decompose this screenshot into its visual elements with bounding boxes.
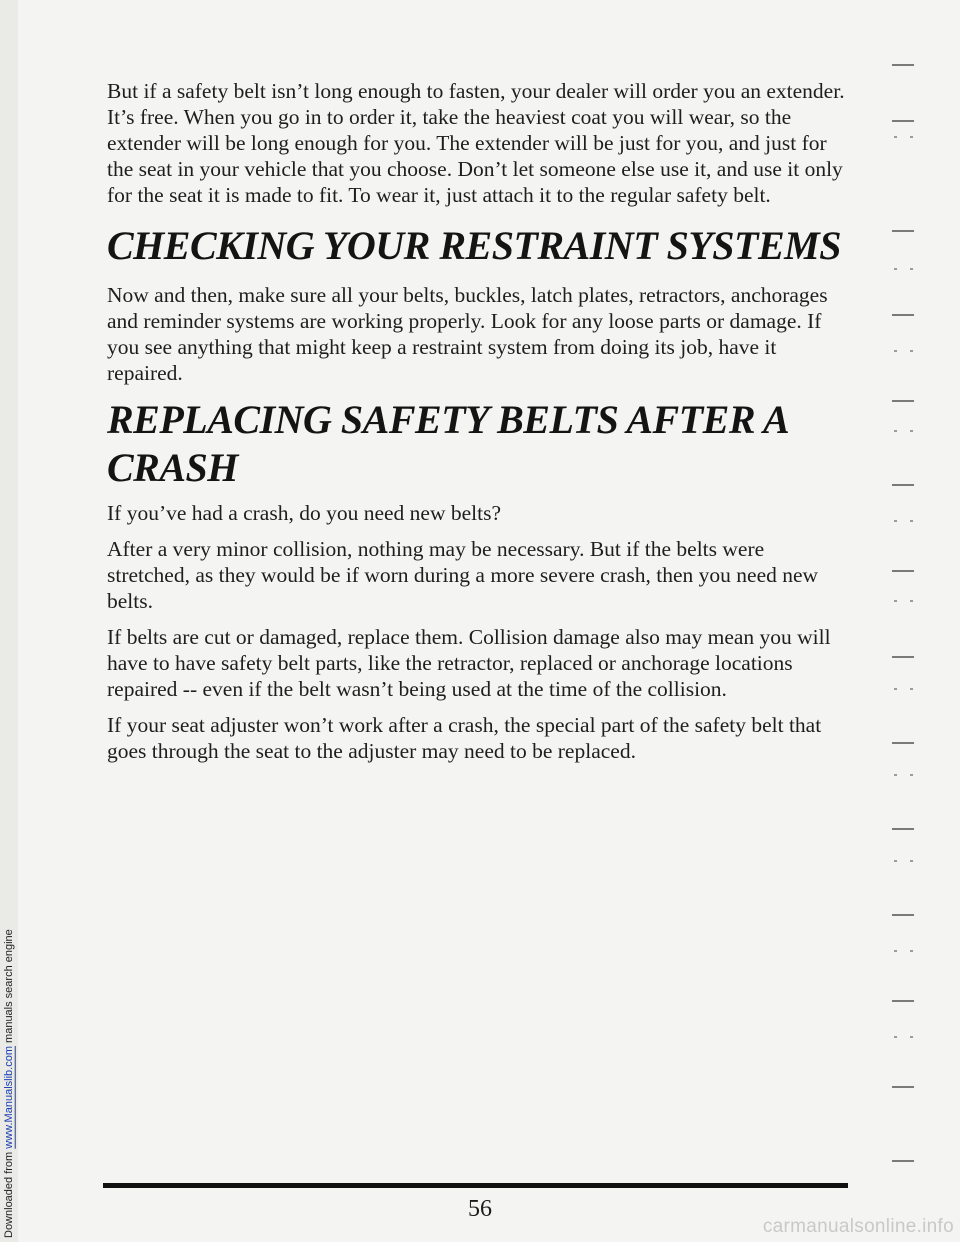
edge-mark xyxy=(892,484,914,486)
edge-dot xyxy=(894,1036,897,1038)
edge-mark xyxy=(892,914,914,916)
edge-mark xyxy=(892,1160,914,1162)
manualslib-link[interactable]: www.Manualslib.com xyxy=(3,1046,15,1149)
edge-mark xyxy=(892,64,914,66)
crash-question-paragraph: If you’ve had a crash, do you need new belts? xyxy=(107,501,502,525)
seat-adjuster-paragraph: If your seat adjuster won’t work after a crash, the special part of the safety belt that goes through the seat to the adjuster may need to be replaced. xyxy=(107,713,822,763)
edge-dot xyxy=(910,950,913,952)
edge-dot xyxy=(910,1036,913,1038)
edge-mark xyxy=(892,570,914,572)
edge-dot xyxy=(894,520,897,522)
replacing-belts-heading: REPLACING SAFETY BELTS AFTER A CRASH xyxy=(107,397,787,490)
download-banner-suffix: manuals search engine xyxy=(3,929,15,1047)
edge-mark xyxy=(892,230,914,232)
edge-dot xyxy=(910,350,913,352)
edge-dot xyxy=(894,688,897,690)
download-banner-prefix: Downloaded from xyxy=(3,1148,15,1238)
edge-dot xyxy=(894,860,897,862)
download-banner xyxy=(2,0,16,1238)
edge-mark xyxy=(892,1000,914,1002)
edge-dot xyxy=(910,268,913,270)
edge-dot xyxy=(910,136,913,138)
edge-dot xyxy=(910,430,913,432)
edge-dot xyxy=(910,860,913,862)
edge-dot xyxy=(910,600,913,602)
checking-paragraph: Now and then, make sure all your belts, buckles, latch plates, retractors, anchorages and reminder systems are working properly. Look for any loose parts or damage. If you see anything that might keep a restraint system from doing its job, have it repaired. xyxy=(107,283,828,385)
edge-dot xyxy=(894,600,897,602)
edge-dot xyxy=(894,950,897,952)
edge-mark xyxy=(892,656,914,658)
page-content xyxy=(107,78,852,774)
edge-dot xyxy=(910,688,913,690)
edge-dot xyxy=(910,520,913,522)
edge-mark xyxy=(892,828,914,830)
edge-mark xyxy=(892,400,914,402)
edge-mark xyxy=(892,314,914,316)
watermark: carmanualsonline.info xyxy=(762,1216,954,1237)
edge-mark xyxy=(892,120,914,122)
edge-mark xyxy=(892,1086,914,1088)
edge-dot xyxy=(894,350,897,352)
extender-paragraph: But if a safety belt isn’t long enough to fasten, your dealer will order you an extender. It’s free. When you go in to order it, take the heaviest coat you will wear, so the extender will be long enough for you. The extender will be just for you, and just for the seat in your vehicle that you choose. Don’t let someone else use it, and use it only for the seat it is made to fit. To wear it, just attach it to the regular safety belt. xyxy=(107,79,845,207)
edge-dot xyxy=(910,774,913,776)
edge-dot xyxy=(894,136,897,138)
damaged-belts-paragraph: If belts are cut or damaged, replace them. Collision damage also may mean you will have to have safety belt parts, like the retractor, replaced or anchorage locations repaired -- even if the belt wasn’t being used at the time of the collision. xyxy=(107,625,831,701)
checking-restraints-heading: CHECKING YOUR RESTRAINT SYSTEMS xyxy=(107,223,841,268)
minor-collision-paragraph: After a very minor collision, nothing may be necessary. But if the belts were stretched, as they would be if worn during a more severe crash, then you need new belts. xyxy=(107,537,819,613)
edge-dot xyxy=(894,268,897,270)
page-number: 56 xyxy=(468,1196,492,1222)
edge-mark xyxy=(892,742,914,744)
edge-dot xyxy=(894,430,897,432)
footer-rule xyxy=(103,1183,848,1188)
edge-dot xyxy=(894,774,897,776)
